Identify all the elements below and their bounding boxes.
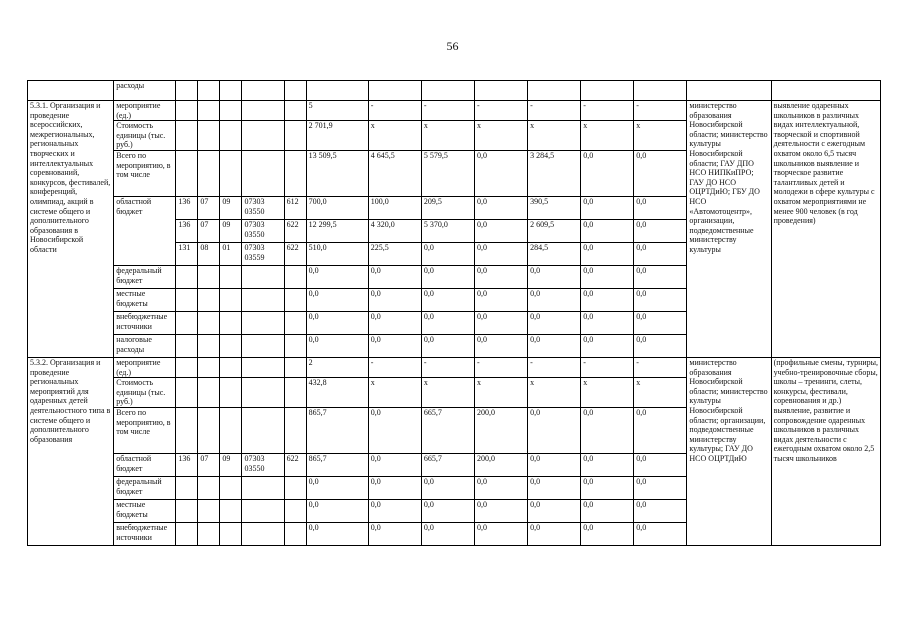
value-cell: 0,0 <box>368 265 421 288</box>
value-cell: 0,0 <box>581 334 634 357</box>
value-cell: 432,8 <box>306 378 368 408</box>
value-cell: х <box>368 378 421 408</box>
value-cell: 4 320,0 <box>368 219 421 242</box>
indicator-cell: Всего по мероприятию, в том числе <box>114 407 176 453</box>
budget-code-cell: 07303 03550 <box>242 196 284 219</box>
budget-code-cell <box>176 288 198 311</box>
table-cell <box>220 81 242 101</box>
value-cell: 865,7 <box>306 453 368 476</box>
value-cell: - <box>474 357 527 377</box>
budget-code-cell: 09 <box>220 196 242 219</box>
value-cell: 0,0 <box>581 499 634 522</box>
value-cell: 665,7 <box>421 407 474 453</box>
budget-code-cell <box>284 265 306 288</box>
value-cell: 0,0 <box>581 522 634 545</box>
value-cell: 0,0 <box>474 288 527 311</box>
value-cell: х <box>421 121 474 151</box>
value-cell: 0,0 <box>421 265 474 288</box>
table-cell <box>634 81 687 101</box>
budget-code-cell: 136 <box>176 453 198 476</box>
budget-code-cell: 08 <box>198 242 220 265</box>
budget-code-cell: 136 <box>176 196 198 219</box>
value-cell: х <box>368 121 421 151</box>
budget-code-cell <box>220 101 242 121</box>
budget-code-cell: 07303 03550 <box>242 219 284 242</box>
budget-code-cell <box>284 150 306 196</box>
value-cell: - <box>368 357 421 377</box>
budget-code-cell: 09 <box>220 453 242 476</box>
budget-code-cell <box>284 407 306 453</box>
budget-code-cell <box>176 357 198 377</box>
value-cell: 0,0 <box>528 288 581 311</box>
value-cell: 0,0 <box>368 334 421 357</box>
value-cell: 0,0 <box>581 196 634 219</box>
budget-code-cell <box>284 378 306 408</box>
budget-code-cell <box>176 311 198 334</box>
table-cell <box>771 81 880 101</box>
value-cell: 0,0 <box>528 407 581 453</box>
value-cell: 0,0 <box>474 311 527 334</box>
value-cell: 0,0 <box>634 311 687 334</box>
value-cell: х <box>474 121 527 151</box>
value-cell: 0,0 <box>306 311 368 334</box>
budget-code-cell: 131 <box>176 242 198 265</box>
budget-code-cell <box>284 522 306 545</box>
budget-code-cell: 622 <box>284 242 306 265</box>
value-cell: 0,0 <box>474 334 527 357</box>
value-cell: 0,0 <box>368 453 421 476</box>
budget-code-cell <box>198 522 220 545</box>
value-cell: 0,0 <box>581 311 634 334</box>
value-cell: 0,0 <box>368 499 421 522</box>
value-cell: 0,0 <box>368 311 421 334</box>
budget-code-cell <box>242 334 284 357</box>
budget-code-cell <box>220 476 242 499</box>
value-cell: 0,0 <box>581 476 634 499</box>
value-cell: 0,0 <box>368 476 421 499</box>
indicator-cell: федеральный бюджет <box>114 476 176 499</box>
table-cell <box>368 81 421 101</box>
value-cell: х <box>421 378 474 408</box>
budget-code-cell <box>242 101 284 121</box>
indicator-cell: Стоимость единицы (тыс. руб.) <box>114 378 176 408</box>
budget-code-cell <box>284 101 306 121</box>
value-cell: 0,0 <box>474 476 527 499</box>
value-cell: 200,0 <box>474 453 527 476</box>
value-cell: 5 370,0 <box>421 219 474 242</box>
budget-code-cell: 07 <box>198 219 220 242</box>
indicator-cell <box>114 242 176 265</box>
value-cell: 13 509,5 <box>306 150 368 196</box>
value-cell: 2 701,9 <box>306 121 368 151</box>
value-cell: 0,0 <box>421 334 474 357</box>
value-cell: 0,0 <box>421 288 474 311</box>
value-cell: 100,0 <box>368 196 421 219</box>
indicator-cell: местные бюджеты <box>114 288 176 311</box>
table-row <box>28 101 881 121</box>
value-cell: 0,0 <box>581 150 634 196</box>
budget-code-cell: 136 <box>176 219 198 242</box>
budget-code-cell: 01 <box>220 242 242 265</box>
budget-code-cell <box>220 357 242 377</box>
value-cell: 284,5 <box>528 242 581 265</box>
value-cell: 200,0 <box>474 407 527 453</box>
budget-code-cell: 622 <box>284 219 306 242</box>
value-cell: 510,0 <box>306 242 368 265</box>
value-cell: 0,0 <box>581 265 634 288</box>
event-name-cell <box>28 81 114 101</box>
value-cell: 2 609,5 <box>528 219 581 242</box>
value-cell: 0,0 <box>421 499 474 522</box>
table-cell <box>306 81 368 101</box>
budget-code-cell <box>176 522 198 545</box>
budget-code-cell <box>176 378 198 408</box>
table-cell <box>581 81 634 101</box>
value-cell: 0,0 <box>474 196 527 219</box>
budget-code-cell <box>242 476 284 499</box>
value-cell: 4 645,5 <box>368 150 421 196</box>
budget-code-cell <box>198 101 220 121</box>
value-cell: 5 579,5 <box>421 150 474 196</box>
budget-code-cell: 612 <box>284 196 306 219</box>
budget-code-cell: 09 <box>220 219 242 242</box>
value-cell: - <box>634 101 687 121</box>
budget-code-cell: 622 <box>284 453 306 476</box>
value-cell: 0,0 <box>368 407 421 453</box>
value-cell: х <box>528 121 581 151</box>
budget-code-cell <box>198 407 220 453</box>
value-cell: 0,0 <box>528 476 581 499</box>
value-cell: 0,0 <box>634 219 687 242</box>
budget-code-cell <box>220 407 242 453</box>
value-cell: - <box>368 101 421 121</box>
table-cell <box>284 81 306 101</box>
budget-code-cell: 07 <box>198 196 220 219</box>
budget-code-cell <box>242 522 284 545</box>
value-cell: 0,0 <box>634 265 687 288</box>
budget-code-cell <box>220 522 242 545</box>
value-cell: 0,0 <box>634 499 687 522</box>
value-cell: 0,0 <box>368 288 421 311</box>
budget-code-cell <box>176 476 198 499</box>
value-cell: 0,0 <box>581 242 634 265</box>
budget-code-cell <box>198 334 220 357</box>
budget-code-cell <box>198 357 220 377</box>
value-cell: - <box>421 357 474 377</box>
indicator-cell: Всего по мероприятию, в том числе <box>114 150 176 196</box>
executor-cell: министерство образования Новосибирской области; министерство культуры Новосибирской области; организации, подведомственные министерству культуры; ГАУ ДО НСО ОЦРТДиЮ <box>687 357 771 545</box>
result-cell: (профильные смены, турниры, учебно-тренировочные сборы, школы – тренинги, слеты, конкурсы, фестивали, соревнования и др.) выявление, развитие и сопровождение одаренных школьников в различных видах деятельности с ежегодным охватом около 2,5 тысяч школьников <box>771 357 880 545</box>
value-cell: 0,0 <box>368 522 421 545</box>
value-cell: - <box>581 357 634 377</box>
executor-cell: министерство образования Новосибирской области; министерство культуры Новосибирской области; ГАУ ДПО НСО НИПКиПРО; ГАУ ДО НСО ОЦРТДиЮ; ГБУ ДО НСО «Автомотоцентр», организации, подведомственные министерству культуры <box>687 101 771 358</box>
value-cell: - <box>474 101 527 121</box>
value-cell: 225,5 <box>368 242 421 265</box>
table-row <box>28 81 881 101</box>
value-cell: - <box>528 357 581 377</box>
indicator-cell: областной бюджет <box>114 196 176 219</box>
value-cell: 0,0 <box>634 476 687 499</box>
budget-code-cell <box>284 334 306 357</box>
value-cell: 209,5 <box>421 196 474 219</box>
value-cell: 665,7 <box>421 453 474 476</box>
budget-code-cell <box>242 288 284 311</box>
budget-code-cell <box>220 265 242 288</box>
value-cell: 0,0 <box>634 407 687 453</box>
budget-code-cell <box>242 407 284 453</box>
table-cell <box>176 81 198 101</box>
budget-code-cell <box>198 378 220 408</box>
table-cell <box>687 81 771 101</box>
indicator-cell: областной бюджет <box>114 453 176 476</box>
budget-code-cell <box>176 101 198 121</box>
value-cell: - <box>528 101 581 121</box>
budget-code-cell <box>198 265 220 288</box>
budget-code-cell <box>284 288 306 311</box>
budget-code-cell <box>176 407 198 453</box>
budget-code-cell <box>220 378 242 408</box>
budget-code-cell <box>242 311 284 334</box>
budget-code-cell <box>198 288 220 311</box>
value-cell: 0,0 <box>634 196 687 219</box>
value-cell: 0,0 <box>528 265 581 288</box>
value-cell: 0,0 <box>634 150 687 196</box>
table-cell <box>198 81 220 101</box>
value-cell: 0,0 <box>474 265 527 288</box>
value-cell: х <box>474 378 527 408</box>
budget-code-cell <box>176 334 198 357</box>
budget-code-cell <box>198 499 220 522</box>
table-body <box>28 81 881 546</box>
table-row <box>28 357 881 377</box>
budget-code-cell <box>284 357 306 377</box>
budget-code-cell <box>198 476 220 499</box>
budget-code-cell <box>198 311 220 334</box>
indicator-cell: внебюджетные источники <box>114 522 176 545</box>
budget-code-cell: 07 <box>198 453 220 476</box>
budget-code-cell <box>220 150 242 196</box>
budget-code-cell <box>242 499 284 522</box>
indicator-cell: Стоимость единицы (тыс. руб.) <box>114 121 176 151</box>
budget-code-cell <box>284 476 306 499</box>
table-cell <box>421 81 474 101</box>
indicator-cell: мероприятие (ед.) <box>114 357 176 377</box>
indicator-cell: мероприятие (ед.) <box>114 101 176 121</box>
budget-code-cell <box>242 265 284 288</box>
budget-code-cell <box>220 334 242 357</box>
value-cell: 12 299,5 <box>306 219 368 242</box>
value-cell: 0,0 <box>306 334 368 357</box>
budget-code-cell <box>176 150 198 196</box>
page-number: 56 <box>446 39 459 53</box>
event-name-cell: 5.3.1. Организация и проведение всероссийских, межрегиональных, региональных творческих и интеллектуальных соревнований, конкурсов, фестивалей, конференций, олимпиад, акций в системе общего и дополнительного образования в Новосибирской области <box>28 101 114 358</box>
value-cell: 0,0 <box>421 522 474 545</box>
value-cell: - <box>421 101 474 121</box>
budget-code-cell <box>242 121 284 151</box>
value-cell: 0,0 <box>634 522 687 545</box>
value-cell: 390,5 <box>528 196 581 219</box>
value-cell: 700,0 <box>306 196 368 219</box>
value-cell: 0,0 <box>634 242 687 265</box>
budget-code-cell <box>176 499 198 522</box>
value-cell: 0,0 <box>581 453 634 476</box>
budget-code-cell <box>284 311 306 334</box>
indicator-cell: налоговые расходы <box>114 334 176 357</box>
value-cell: 0,0 <box>421 311 474 334</box>
indicator-cell: внебюджетные источники <box>114 311 176 334</box>
value-cell: 0,0 <box>474 522 527 545</box>
value-cell: 3 284,5 <box>528 150 581 196</box>
value-cell: 865,7 <box>306 407 368 453</box>
indicator-cell: расходы <box>114 81 176 101</box>
value-cell: 0,0 <box>474 150 527 196</box>
value-cell: 0,0 <box>528 522 581 545</box>
value-cell: 0,0 <box>581 288 634 311</box>
value-cell: 0,0 <box>421 242 474 265</box>
value-cell: 0,0 <box>634 334 687 357</box>
value-cell: - <box>634 357 687 377</box>
budget-code-cell <box>176 121 198 151</box>
event-name-cell: 5.3.2. Организация и проведение региональных мероприятий для одаренных детей деятельностного типа в системе общего и дополнительного образования <box>28 357 114 545</box>
value-cell: х <box>581 121 634 151</box>
value-cell: х <box>634 378 687 408</box>
value-cell: 2 <box>306 357 368 377</box>
indicator-cell <box>114 219 176 242</box>
budget-code-cell <box>220 288 242 311</box>
table-cell <box>528 81 581 101</box>
table-cell <box>474 81 527 101</box>
program-table <box>27 80 881 546</box>
value-cell: 0,0 <box>528 453 581 476</box>
value-cell: х <box>528 378 581 408</box>
budget-code-cell <box>220 121 242 151</box>
budget-code-cell <box>242 150 284 196</box>
indicator-cell: федеральный бюджет <box>114 265 176 288</box>
value-cell: 0,0 <box>581 407 634 453</box>
budget-code-cell <box>284 121 306 151</box>
value-cell: 0,0 <box>306 288 368 311</box>
budget-code-cell: 07303 03559 <box>242 242 284 265</box>
value-cell: 0,0 <box>528 311 581 334</box>
value-cell: 5 <box>306 101 368 121</box>
value-cell: 0,0 <box>474 499 527 522</box>
table-cell <box>242 81 284 101</box>
value-cell: х <box>634 121 687 151</box>
indicator-cell: местные бюджеты <box>114 499 176 522</box>
value-cell: х <box>581 378 634 408</box>
budget-code-cell <box>242 378 284 408</box>
value-cell: 0,0 <box>306 522 368 545</box>
budget-code-cell <box>176 265 198 288</box>
value-cell: 0,0 <box>421 476 474 499</box>
value-cell: 0,0 <box>581 219 634 242</box>
budget-code-cell <box>220 499 242 522</box>
value-cell: 0,0 <box>634 288 687 311</box>
value-cell: 0,0 <box>306 499 368 522</box>
budget-code-cell <box>198 121 220 151</box>
value-cell: 0,0 <box>474 219 527 242</box>
budget-code-cell <box>284 499 306 522</box>
budget-code-cell <box>198 150 220 196</box>
value-cell: 0,0 <box>634 453 687 476</box>
budget-code-cell <box>242 357 284 377</box>
budget-code-cell: 07303 03550 <box>242 453 284 476</box>
value-cell: 0,0 <box>306 476 368 499</box>
value-cell: 0,0 <box>528 499 581 522</box>
budget-code-cell <box>220 311 242 334</box>
result-cell: выявление одаренных школьников в различных видах интеллектуальной, творческой и спортивной деятельности с ежегодным охватом около 6,5 тысяч школьников выявление и творческое развитие талантливых детей и молодежи в сфере культуры с охватом мероприятиями не менее 900 человек (в год проведения) <box>771 101 880 358</box>
value-cell: 0,0 <box>528 334 581 357</box>
value-cell: - <box>581 101 634 121</box>
value-cell: 0,0 <box>306 265 368 288</box>
value-cell: 0,0 <box>474 242 527 265</box>
